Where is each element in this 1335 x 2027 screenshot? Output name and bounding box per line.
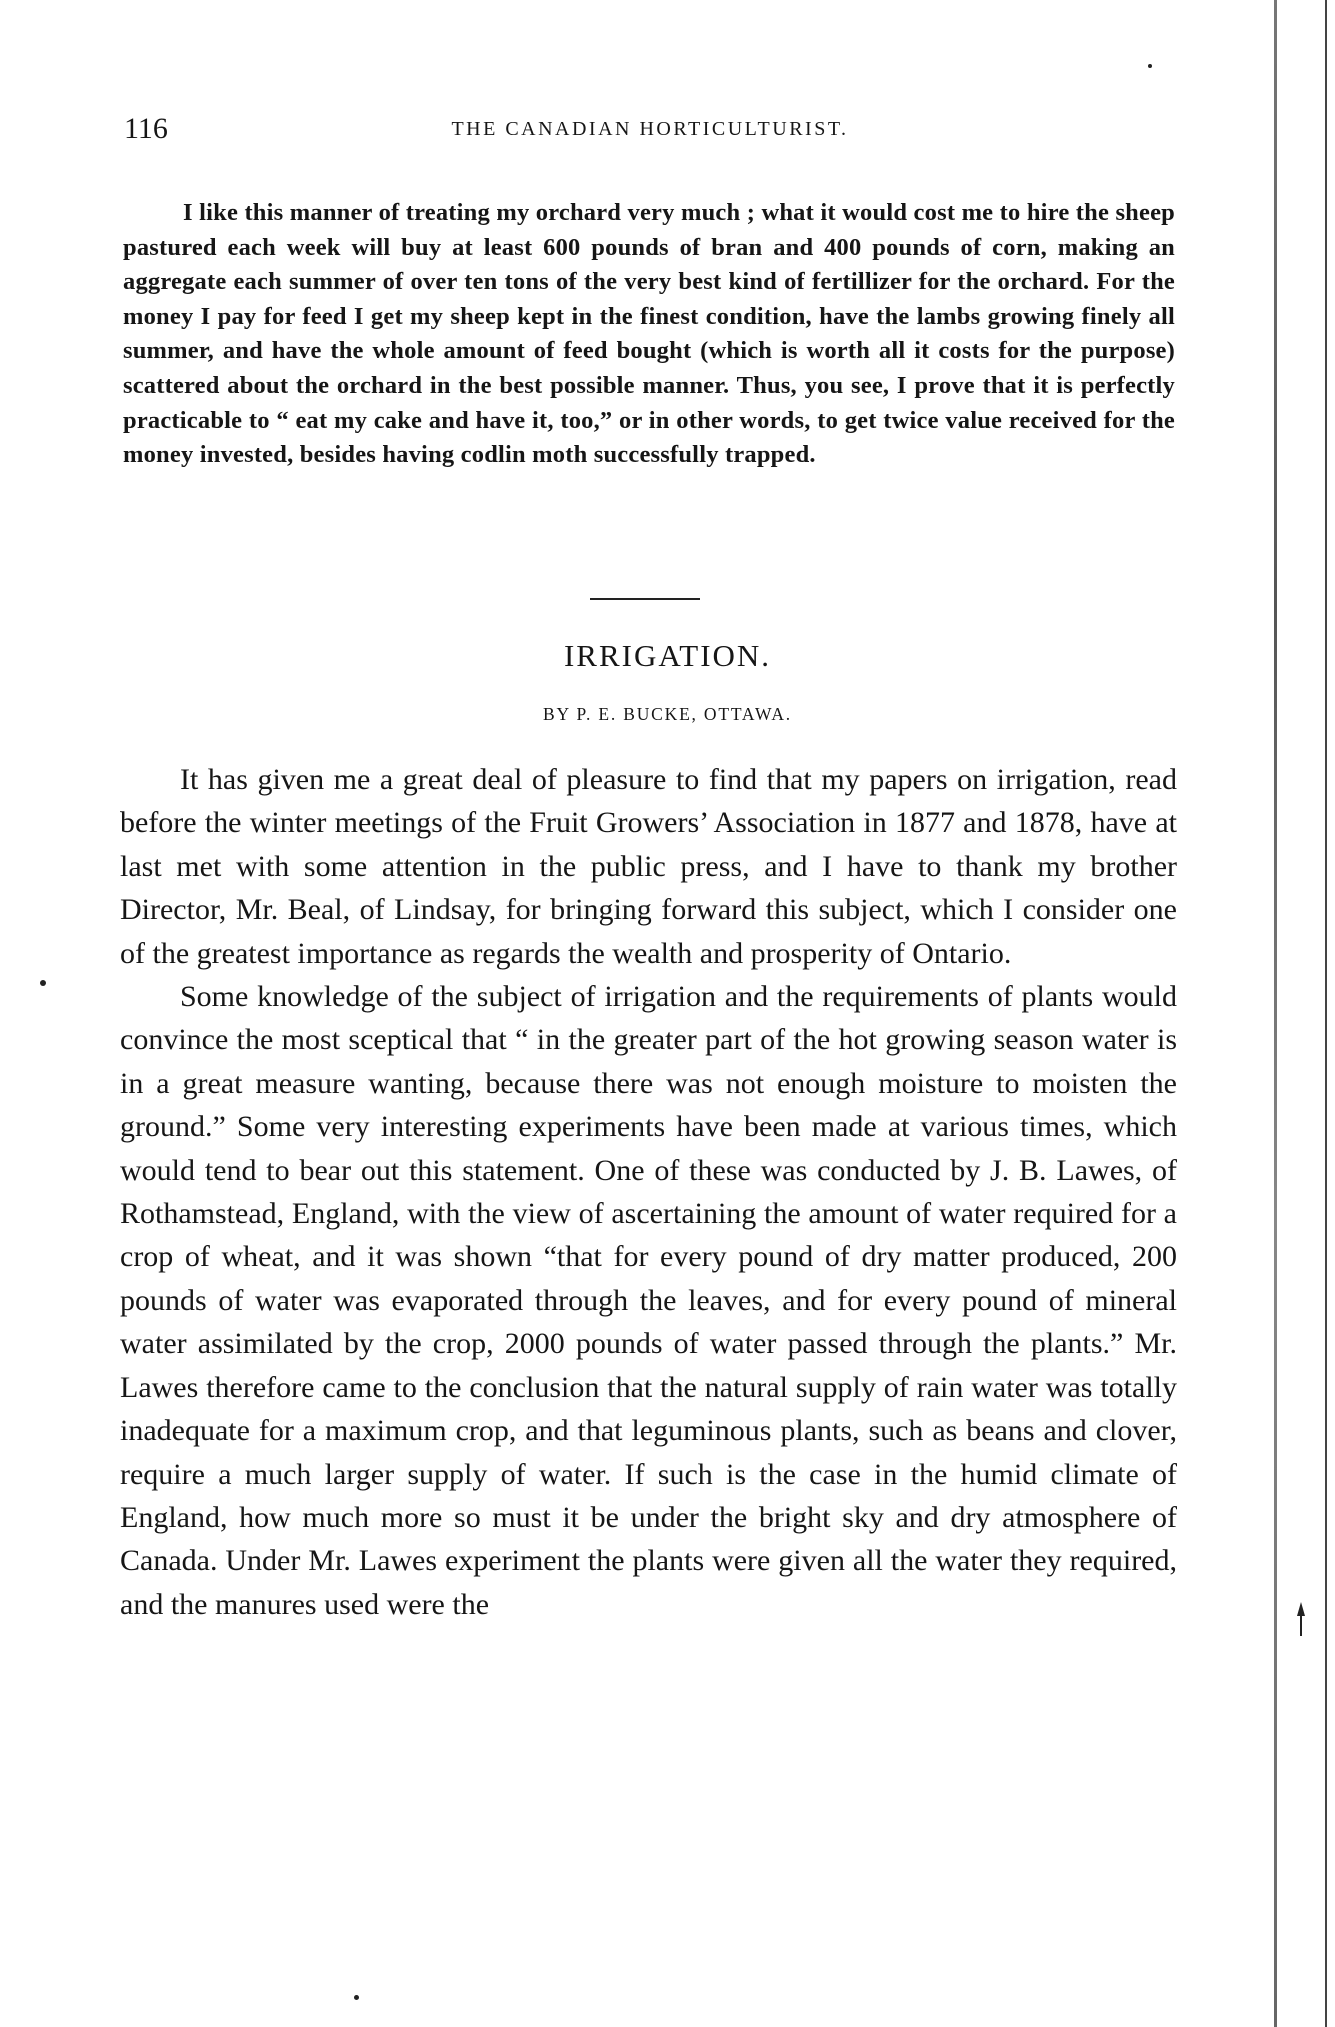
page-edge-shadow xyxy=(1274,0,1277,2027)
page-edge-border xyxy=(1325,0,1327,2027)
ink-speck xyxy=(354,1995,359,2000)
journal-title: THE CANADIAN HORTICULTURIST. xyxy=(451,118,849,140)
article-body xyxy=(120,758,1177,1626)
ink-speck xyxy=(1148,64,1152,68)
previous-article-paragraph: I like this manner of treating my orchard very much ; what it would cost me to hire the sheep pastured each week will buy at least 600 pounds of bran and 400 pounds of corn, making an aggregate each summer of over ten tons of the very best kind of fertillizer for the orchard. For the money I pay for feed I get my sheep kept in the finest condition, have the lambs growing finely all summer, and have the whole amount of feed bought (which is worth all it costs for the purpose) scattered about the orchard in the best possible manner. Thus, you see, I prove that it is perfectly practicable to “ eat my cake and have it, too,” or in other words, to get twice value received for the money invested, besides having codlin moth successfully trapped. xyxy=(123,199,1175,469)
previous-article-ending xyxy=(123,196,1175,473)
article-paragraph-2: Some knowledge of the subject of irrigation and the requirements of plants would convince the most sceptical that “ in the greater part of the hot growing season water is in a great measure wanting, because there was not enough moisture to moisten the ground.” Some very interesting experiments have been made at various times, which would tend to bear out this statement. One of these was conducted by J. B. Lawes, of Rothamstead, England, with the view of ascertaining the amount of water required for a crop of wheat, and it was shown “that for every pound of dry matter produced, 200 pounds of water was evaporated through the leaves, and for every pound of mineral water assimilated by the crop, 2000 pounds of water passed through the plants.” Mr. Lawes therefore came to the conclusion that the natural supply of rain water was totally inadequate for a maximum crop, and that leguminous plants, such as beans and clover, require a much larger supply of water. If such is the case in the humid climate of England, how much more so must it be under the bright sky and dry atmosphere of Canada. Under Mr. Lawes experiment the plants were given all the water they required, and the manures used were the xyxy=(120,980,1177,1621)
ink-speck xyxy=(40,980,46,986)
running-head xyxy=(124,112,1176,152)
article-byline: BY P. E. BUCKE, OTTAWA. xyxy=(543,704,792,724)
article-paragraph-1: It has given me a great deal of pleasure to find that my papers on irrigation, read before the winter meetings of the Fruit Growers’ Association in 1877 and 1878, have at last met with some attention in the public press, and I have to thank my brother Director, Mr. Beal, of Lindsay, for bringing forward this subject, which I consider one of the greatest importance as regards the wealth and prosperity of Ontario. xyxy=(120,763,1177,970)
article-title: IRRIGATION. xyxy=(563,638,772,673)
page-number: 116 xyxy=(124,112,168,145)
section-divider-rule xyxy=(590,598,700,600)
page-edge-mark xyxy=(1296,1602,1306,1636)
